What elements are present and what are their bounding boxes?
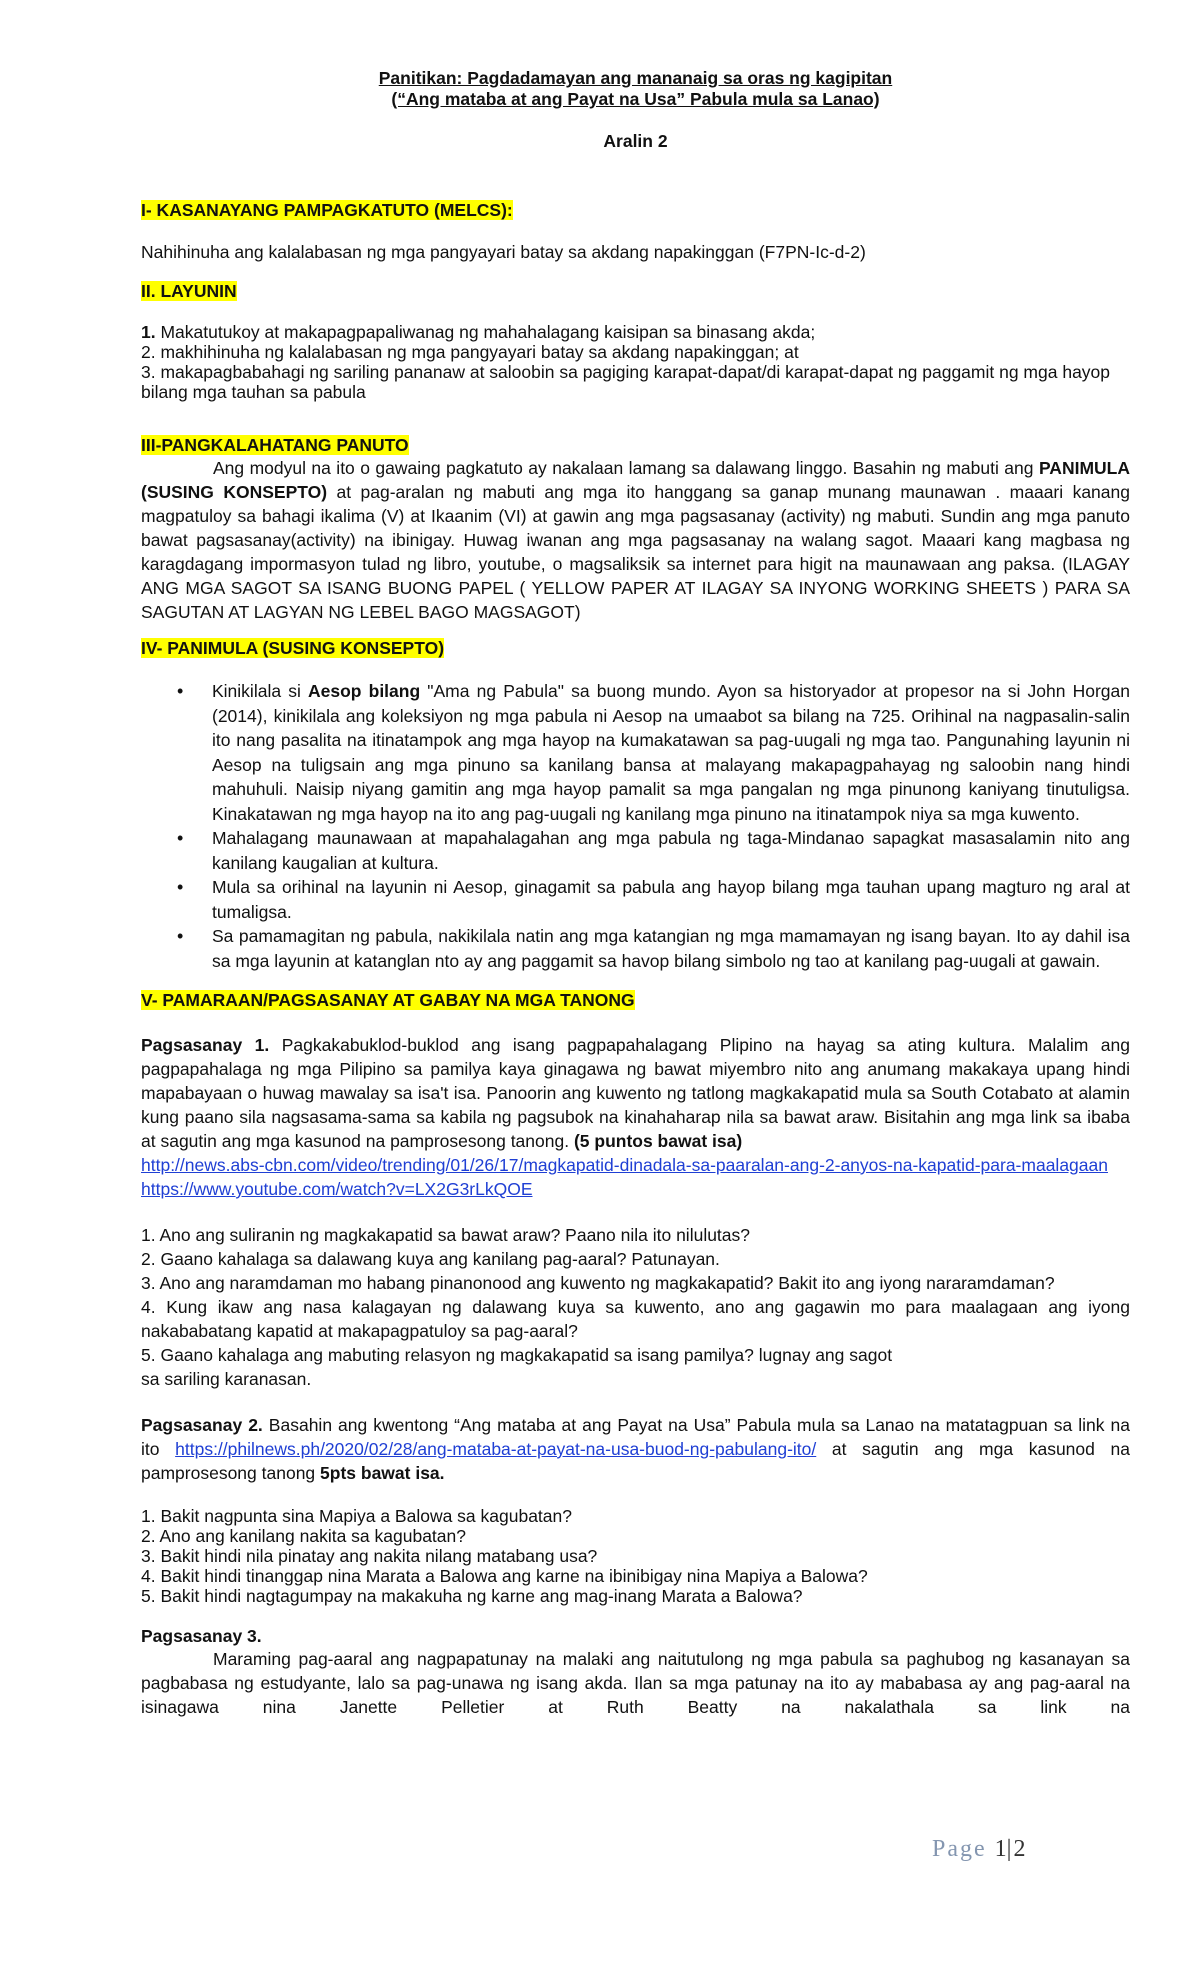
exercise-1-text: Pagsasanay 1. Pagkakabuklod-buklod ang isang pagpapahalagang Plipino na hayag sa ating kultura. Malalim ang pagpapahalaga ng mga Pilipino sa pamilya kaya ginagawa ng bawat miyembro nito ang anumang makakaya upang hindi mapabayaan o huwag mawalay sa isa't isa. Panoorin ang kuwento ng tatlong magkakapatid mula sa South Cotabato at alamin kung paano sila nagsasama-sama sa kabila ng pagsubok na kinahaharap nila sa bawat araw. Bisitahin ang mga link sa ibaba at sagutin ang mga kasunod na pamprosesong tanong. (5 puntos bawat isa) bbox=[141, 1035, 1131, 1151]
page-number: 1 bbox=[994, 1836, 1007, 1862]
melcs-text: Nahihinuha ang kalalabasan ng mga pangyayari batay sa akdang napakinggan (F7PN-Ic-d-2) bbox=[141, 242, 866, 262]
exercise-1-questions bbox=[141, 1223, 1130, 1391]
objectives-list bbox=[141, 322, 1130, 402]
section-1-heading: I- KASANAYANG PAMPAGKATUTO (MELCS): bbox=[141, 200, 513, 220]
page-total: 2 bbox=[1013, 1836, 1026, 1862]
general-instructions: Ang modyul na ito o gawaing pagkatuto ay nakalaan lamang sa dalawang linggo. Basahin ng mabuti ang PANIMULA (SUSING KONSEPTO) at pag-aralan ng mabuti ang mga ito hanggang sa ganap munang maunawan . maaari kanang magpatuloy sa bahagi ikalima (V) at Ikaanim (VI) at gawin ang mga pagsasanay (activity) ng mabuti. Sundin ang mga panuto bawat pagsasanay(activity) na ibinigay. Huwag iwanan ang mga pagsasanay na walang sagot. Maaari kang magbasa ng karagdagang impormasyon tulad ng libro, youtube, o magsaliksik sa internet para higit na maunawaan ang paksa. (ILAGAY ANG MGA SAGOT SA ISANG BUONG PAPEL ( YELLOW PAPER AT ILAGAY SA INYONG WORKING SHEETS ) PARA SA SAGUTAN AT LAGYAN NG LEBEL BAGO MAGSAGOT) bbox=[141, 458, 1130, 622]
lesson-label: Aralin 2 bbox=[603, 131, 668, 151]
exercise-2-link[interactable]: https://philnews.ph/2020/02/28/ang-mataba-at-payat-na-usa-buod-ng-pabulang-ito/ bbox=[175, 1439, 817, 1459]
objective-3: 3. makapagbabahagi ng sariling pananaw at saloobin sa pagiging karapat-dapat/di karapat-dapat ng paggamit ng mga hayop bilang mga tauhan sa pabula bbox=[141, 362, 1111, 402]
list-item: • Sa pamamagitan ng pabula, nakikilala natin ang mga katangian ng mga mamamayan ng isang bayan. Ito ay dahil isa sa mga layunin at katanglan nto ay ang paggamit sa havop bilang simbolo ng tao at kanilang pag-uugali at gawain. bbox=[177, 926, 1130, 971]
ex2-question-1: 1. Bakit nagpunta sina Mapiya a Balowa sa kagubatan? bbox=[141, 1506, 572, 1526]
section-5-heading: V- PAMARAAN/PAGSASANAY AT GABAY NA MGA TANONG bbox=[141, 990, 635, 1010]
page-footer bbox=[932, 1836, 1025, 1863]
ex2-question-2: 2. Ano ang kanilang nakita sa kagubatan? bbox=[141, 1526, 466, 1546]
question-5a: 5. Gaano kahalaga ang mabuting relasyon ng magkakapatid sa isang pamilya? lugnay ang sagot bbox=[141, 1345, 893, 1365]
bullet-icon: • bbox=[177, 828, 184, 848]
section-4-heading: IV- PANIMULA (SUSING KONSEPTO) bbox=[141, 638, 445, 658]
exercise-3-text: Maraming pag-aaral ang nagpapatunay na malaki ang naitutulong ng mga pabula sa paghubog ng kasanayan sa pagbabasa ng estudyante, lalo sa pag-unawa ng isang akda. Ilan sa mga patunay na ito ay mababasa ay ang pag-aaral na isinagawa nina Janette Pelletier at Ruth Beatty na nakalathala sa link na bbox=[141, 1649, 1130, 1717]
ex2-question-3: 3. Bakit hindi nila pinatay ang nakita nilang matabang usa? bbox=[141, 1546, 598, 1566]
list-item: • Mahalagang maunawaan at mapahalagahan ang mga pabula ng taga-Mindanao sapagkat masasalamin nito ang kanilang kaugalian at kultura. bbox=[177, 828, 1130, 873]
list-item: • Kinikilala si Aesop bilang "Ama ng Pabula" sa buong mundo. Ayon sa historyador at propesor na si John Horgan (2014), kinikilala ang koleksiyon ng mga pabula ni Aesop na umaabot sa bilang na 725. Orihinal na nagpasalin-salin ito nang pasalita na itinatampok ang mga hayop na kumakatawan sa pag-uugali ng mga tao. Pangunahing layunin ni Aesop na tuligsain ang mga pinuno sa kanilang bansa at malayang makapagpahayag ng saloobin nang hindi mahuhuli. Naisip niyang gamitin ang mga hayop pamalit sa mga pangalan ng mga pinunong kaniyang tinutuligsa. Kinakatawan ng mga hayop na ito ang pag-uugali ng kanilang mga pinuno na itinatampok niya sa mga kuwento. bbox=[177, 681, 1130, 824]
section-3-heading: III-PANGKALAHATANG PANUTO bbox=[141, 435, 409, 455]
question-1: 1. Ano ang suliranin ng magkakapatid sa bawat araw? Paano nila ito nilulutas? bbox=[141, 1225, 751, 1245]
question-5b: sa sariling karanasan. bbox=[141, 1369, 312, 1389]
exercise-1-link-2[interactable]: https://www.youtube.com/watch?v=LX2G3rLkQOE bbox=[141, 1179, 533, 1199]
page-separator: | bbox=[1006, 1836, 1014, 1862]
list-item: • Mula sa orihinal na layunin ni Aesop, ginagamit sa pabula ang hayop bilang mga tauhan upang magturo ng aral at tumaligsa. bbox=[177, 877, 1130, 922]
title-line-2: (“Ang mataba at ang Payat na Usa” Pabula mula sa Lanao) bbox=[391, 89, 880, 109]
ex2-question-4: 4. Bakit hindi tinanggap nina Marata a Balowa ang karne na ibinibigay nina Mapiya a Balowa? bbox=[141, 1566, 868, 1586]
exercise-3-label: Pagsasanay 3. bbox=[141, 1626, 262, 1646]
bullet-icon: • bbox=[177, 926, 184, 946]
question-2: 2. Gaano kahalaga sa dalawang kuya ang kanilang pag-aaral? Patunayan. bbox=[141, 1249, 720, 1269]
objective-2: 2. makhihinuha ng kalalabasan ng mga pangyayari batay sa akdang napakinggan; at bbox=[141, 342, 799, 362]
objective-1: 1. Makatutukoy at makapagpapaliwanag ng mahahalagang kaisipan sa binasang akda; bbox=[141, 322, 816, 342]
ex2-question-5: 5. Bakit hindi nagtagumpay na makakuha ng karne ang mag-inang Marata a Balowa? bbox=[141, 1586, 803, 1606]
title-line-1: Panitikan: Pagdadamayan ang mananaig sa oras ng kagipitan bbox=[378, 68, 893, 88]
exercise-2-questions bbox=[141, 1506, 1130, 1606]
question-4: 4. Kung ikaw ang nasa kalagayan ng dalawang kuya sa kuwento, ano ang gagawin mo para maalagaan ang iyong nakababatang kapatid at makapagpatuloy sa pag-aaral? bbox=[141, 1297, 1130, 1341]
exercise-1-link-1[interactable]: http://news.abs-cbn.com/video/trending/01/26/17/magkapatid-dinadala-sa-paaralan-ang-2-anyos-na-kapatid-para-maalagaan bbox=[141, 1155, 1108, 1175]
exercise-2-text: Pagsasanay 2. Basahin ang kwentong “Ang mataba at ang Payat na Usa” Pabula mula sa Lanao na matatagpuan sa link na ito https://philnews.ph/2020/02/28/ang-mataba-at-payat-na-usa-buod-ng-pabulang-ito/ at sagutin ang mga kasunod na pamprosesong tanong 5pts bawat isa. bbox=[141, 1415, 1130, 1483]
bullet-icon: • bbox=[177, 681, 184, 701]
section-2-heading: II. LAYUNIN bbox=[141, 281, 237, 301]
page-word: Page bbox=[932, 1836, 987, 1862]
question-3: 3. Ano ang naramdaman mo habang pinanonood ang kuwento ng magkakapatid? Bakit ito ang iyong nararamdaman? bbox=[141, 1273, 1055, 1293]
bullet-icon: • bbox=[177, 877, 184, 897]
document-body bbox=[141, 68, 1130, 1719]
key-concepts-list bbox=[141, 679, 1130, 973]
